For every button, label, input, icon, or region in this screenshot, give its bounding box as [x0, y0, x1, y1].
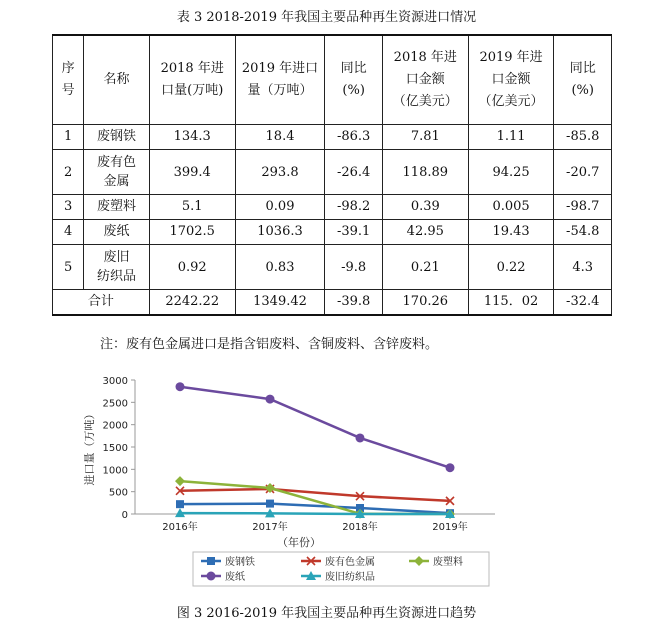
series-line: [180, 513, 450, 514]
table-cell: 0.09: [235, 195, 325, 220]
table-total-row: [53, 290, 612, 316]
data-point: [446, 463, 455, 472]
table-cell: 1349.42: [235, 290, 325, 316]
table-cell: 2: [53, 150, 84, 195]
column-header: 2018 年进 口金额 （亿美元）: [382, 35, 468, 125]
table-cell: 5: [53, 245, 84, 290]
column-header: 2019 年进 口金额 （亿美元）: [468, 35, 554, 125]
table-cell: 1702.5: [149, 220, 235, 245]
table-cell: -98.2: [325, 195, 383, 220]
data-point: [175, 476, 185, 486]
column-header: 名称: [84, 35, 150, 125]
data-point: [176, 382, 185, 391]
data-point: [266, 500, 274, 508]
table-note: 注：废有色金属进口是指含铝废料、含铜废料、含锌废料。: [100, 337, 439, 352]
table-row: [53, 220, 612, 245]
table-cell: 0.22: [468, 245, 554, 290]
table-cell: 0.92: [149, 245, 235, 290]
x-tick-label: 2019年: [432, 522, 468, 533]
table-cell: 170.26: [382, 290, 468, 316]
table-cell: 3: [53, 195, 84, 220]
data-point: [176, 500, 184, 508]
x-tick-label: 2018年: [342, 522, 378, 533]
table-cell: 18.4: [235, 125, 325, 150]
table-row: [53, 125, 612, 150]
table-cell: 94.25: [468, 150, 554, 195]
column-header: 同比 (%): [554, 35, 612, 125]
y-axis-label: 进口量（万吨）: [83, 408, 96, 486]
table-cell: -85.8: [554, 125, 612, 150]
series-line: [180, 504, 450, 514]
table-cell: 0.83: [235, 245, 325, 290]
x-tick-label: 2016年: [162, 522, 198, 533]
table-cell: 废纸: [84, 220, 150, 245]
y-tick-label: 0: [121, 510, 128, 521]
table-cell: 399.4: [149, 150, 235, 195]
x-axis-label: （年份）: [277, 536, 321, 549]
legend-label: 废纸: [225, 572, 245, 583]
table-cell: 废旧 纺织品: [84, 245, 150, 290]
table-cell: 0.005: [468, 195, 554, 220]
y-tick-label: 500: [108, 487, 128, 499]
table-cell: -39.1: [325, 220, 383, 245]
import-table: [52, 34, 612, 316]
legend-label: 废旧纺织品: [325, 572, 375, 583]
data-point: [356, 433, 365, 442]
x-tick-label: 2017年: [252, 522, 288, 533]
table-cell: -20.7: [554, 150, 612, 195]
series-line: [180, 387, 450, 468]
series-line: [180, 489, 450, 501]
table-cell: 115．02: [468, 290, 554, 316]
figure-caption: 图 3 2016-2019 年我国主要品种再生资源进口趋势: [176, 606, 477, 621]
legend-marker: [207, 572, 216, 581]
y-tick-label: 2000: [102, 420, 128, 432]
table-cell: -98.7: [554, 195, 612, 220]
table-caption: 表 3 2018-2019 年我国主要品种再生资源进口情况: [176, 10, 477, 25]
legend-label: 废塑料: [433, 557, 463, 568]
table-cell: 废塑料: [84, 195, 150, 220]
y-tick-label: 3000: [102, 376, 128, 387]
legend-marker: [207, 557, 215, 565]
column-header: 2019 年进口 量（万吨）: [235, 35, 325, 125]
table-header-row: [53, 35, 612, 125]
table-cell: 7.81: [382, 125, 468, 150]
data-point: [266, 395, 275, 404]
table-cell: 合计: [53, 290, 150, 316]
table-cell: -86.3: [325, 125, 383, 150]
legend-marker: [414, 556, 424, 566]
table-cell: 1: [53, 125, 84, 150]
table-cell: 1036.3: [235, 220, 325, 245]
column-header: 2018 年进 口量(万吨): [149, 35, 235, 125]
table-cell: 4: [53, 220, 84, 245]
table-row: [53, 245, 612, 290]
column-header: 同比 (%): [325, 35, 383, 125]
legend-label: 废有色金属: [325, 557, 375, 568]
y-tick-label: 1500: [102, 443, 128, 454]
table-cell: 废有色 金属: [84, 150, 150, 195]
table-cell: 0.21: [382, 245, 468, 290]
legend-label: 废钢铁: [225, 557, 255, 568]
table-cell: 0.39: [382, 195, 468, 220]
table-cell: -9.8: [325, 245, 383, 290]
y-tick-label: 2500: [102, 398, 128, 410]
y-tick-label: 1000: [102, 465, 128, 477]
table-cell: 废钢铁: [84, 125, 150, 150]
table-cell: -39.8: [325, 290, 383, 316]
table-cell: 42.95: [382, 220, 468, 245]
table-cell: 2242.22: [149, 290, 235, 316]
import-trend-chart: [75, 360, 575, 592]
table-cell: 118.89: [382, 150, 468, 195]
table-cell: 134.3: [149, 125, 235, 150]
table-cell: -26.4: [325, 150, 383, 195]
table-row: [53, 150, 612, 195]
table-cell: 4.3: [554, 245, 612, 290]
table-cell: 5.1: [149, 195, 235, 220]
table-cell: 1.11: [468, 125, 554, 150]
table-cell: -54.8: [554, 220, 612, 245]
column-header: 序 号: [53, 35, 84, 125]
table-cell: 293.8: [235, 150, 325, 195]
table-cell: -32.4: [554, 290, 612, 316]
table-row: [53, 195, 612, 220]
table-cell: 19.43: [468, 220, 554, 245]
